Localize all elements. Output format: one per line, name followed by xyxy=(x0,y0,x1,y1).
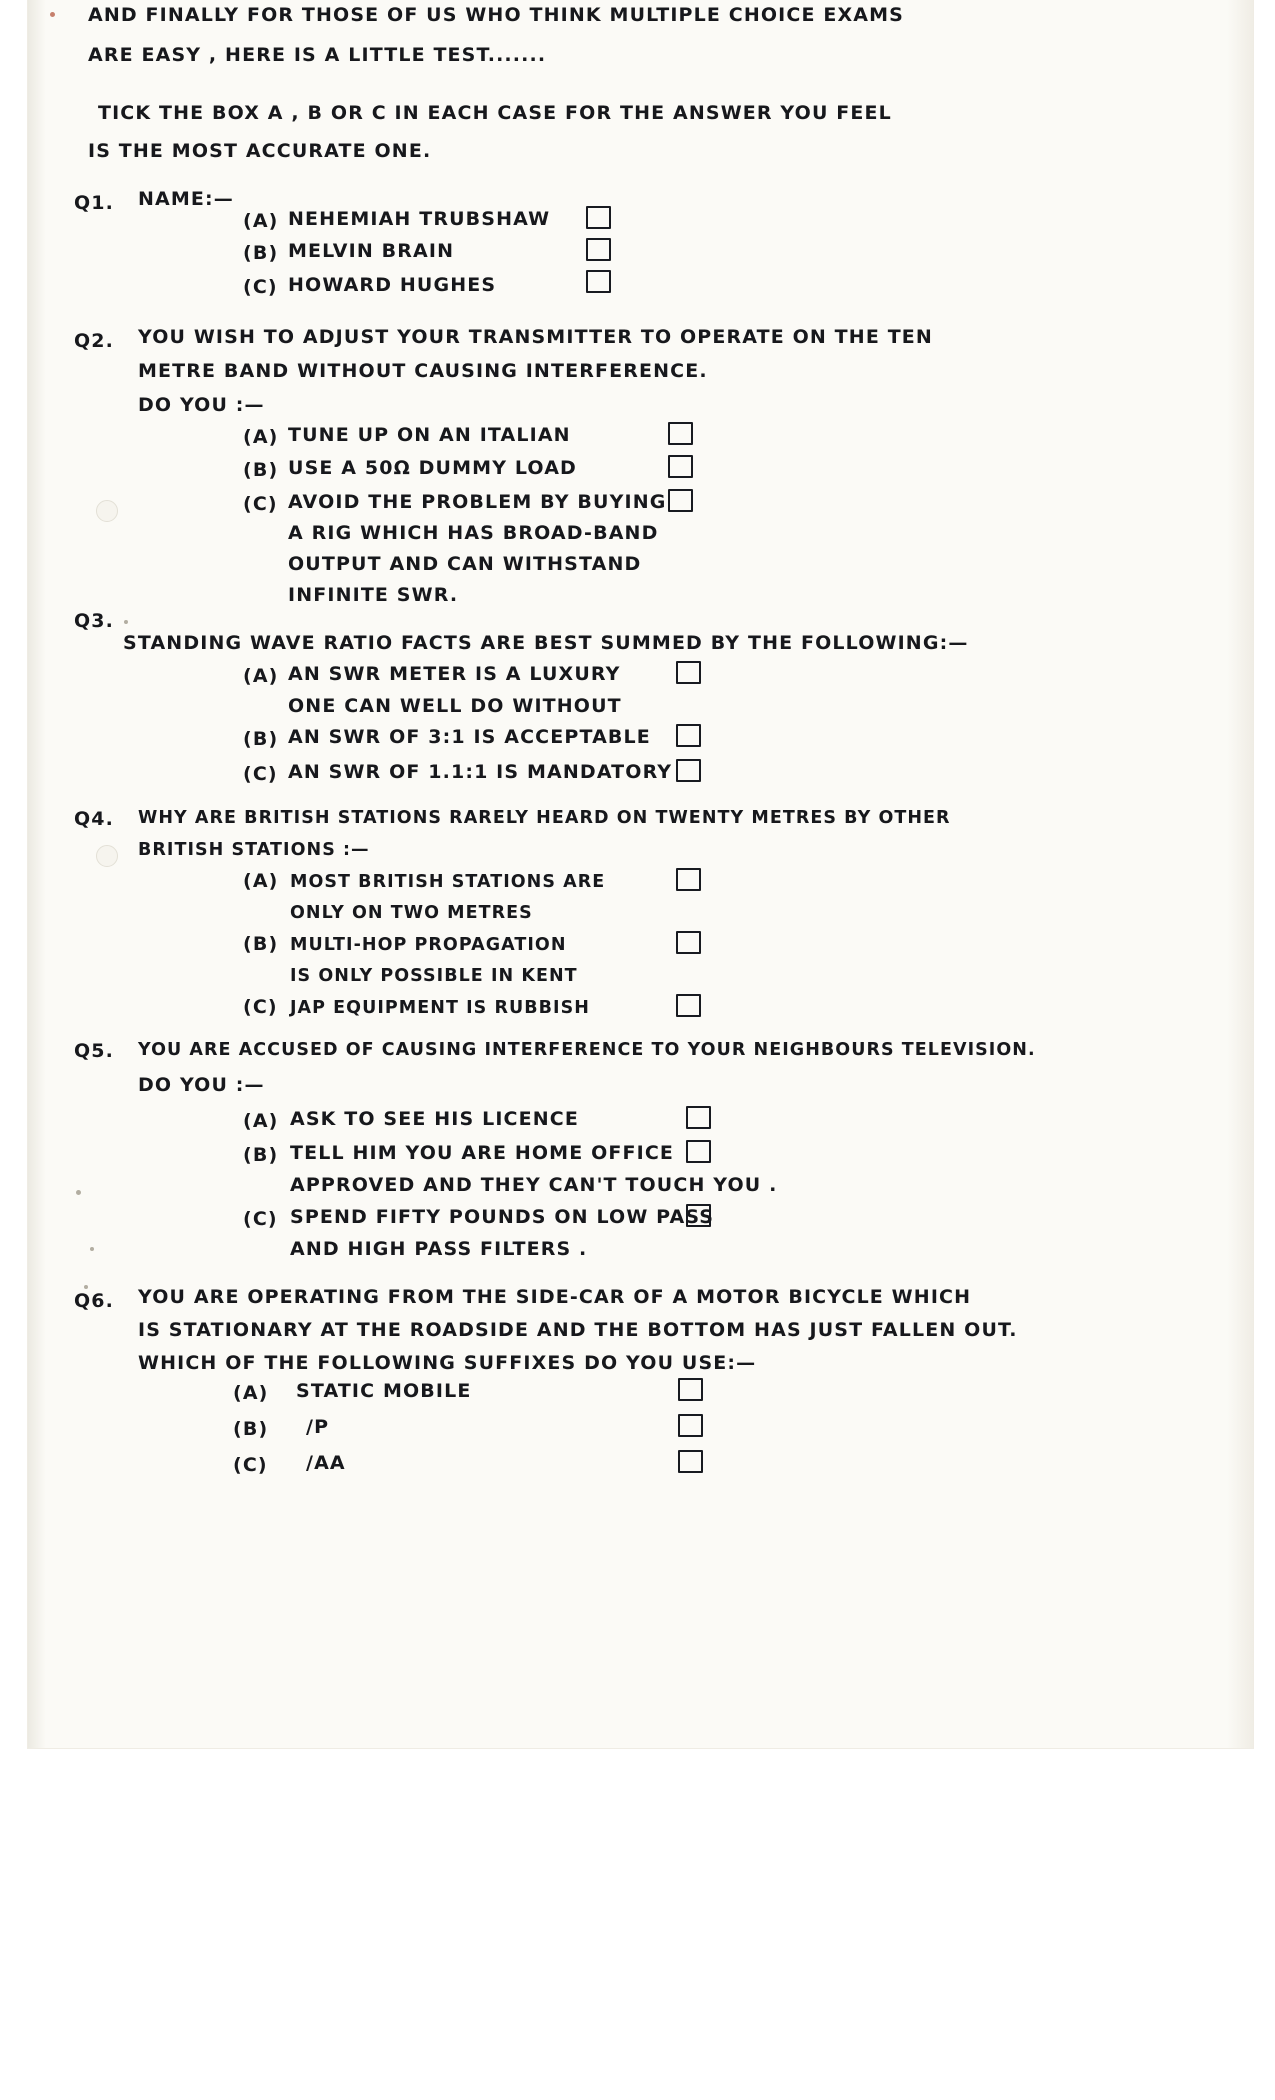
option-text: HOWARD HUGHES xyxy=(288,274,497,296)
option-checkbox[interactable] xyxy=(668,422,693,445)
option-checkbox[interactable] xyxy=(686,1204,711,1227)
option-letter: (A) xyxy=(243,665,279,687)
option-checkbox[interactable] xyxy=(676,931,701,954)
ink-speck xyxy=(90,1247,94,1251)
option-text: MOST BRITISH STATIONS ARE xyxy=(290,872,606,892)
option-letter: (B) xyxy=(243,933,279,955)
option-text: AN SWR OF 1.1:1 IS MANDATORY xyxy=(288,761,673,783)
question-stem: DO YOU :— xyxy=(138,1074,265,1096)
option-text: SPEND FIFTY POUNDS ON LOW PASS xyxy=(290,1206,715,1228)
option-text: ONE CAN WELL DO WITHOUT xyxy=(288,695,622,717)
option-checkbox[interactable] xyxy=(676,759,701,782)
question-number: Q4. xyxy=(74,808,115,830)
option-text: ASK TO SEE HIS LICENCE xyxy=(290,1108,579,1130)
question-stem: WHICH OF THE FOLLOWING SUFFIXES DO YOU USE:— xyxy=(138,1352,757,1374)
punch-hole xyxy=(96,845,118,867)
option-letter: (C) xyxy=(243,996,278,1018)
option-text: USE A 50Ω DUMMY LOAD xyxy=(288,457,577,479)
question-number: Q1. xyxy=(74,192,115,214)
option-letter: (B) xyxy=(243,459,279,481)
option-letter: (A) xyxy=(243,426,279,448)
option-checkbox[interactable] xyxy=(678,1450,703,1473)
option-text: IS ONLY POSSIBLE IN KENT xyxy=(290,966,578,986)
option-letter: (A) xyxy=(233,1382,269,1404)
option-text: MELVIN BRAIN xyxy=(288,240,455,262)
option-checkbox[interactable] xyxy=(668,489,693,512)
scanned-page xyxy=(28,0,1253,1748)
question-number: Q5. xyxy=(74,1040,115,1062)
option-checkbox[interactable] xyxy=(678,1378,703,1401)
option-letter: (A) xyxy=(243,870,279,892)
option-text: ONLY ON TWO METRES xyxy=(290,903,533,923)
question-stem: STANDING WAVE RATIO FACTS ARE BEST SUMMED BY THE FOLLOWING:— xyxy=(123,632,969,654)
option-checkbox[interactable] xyxy=(676,724,701,747)
option-letter: (A) xyxy=(243,1110,279,1132)
question-stem: WHY ARE BRITISH STATIONS RARELY HEARD ON TWENTY METRES BY OTHER xyxy=(138,808,951,828)
ink-speck xyxy=(84,1285,88,1289)
option-letter: (B) xyxy=(243,728,279,750)
option-letter: (B) xyxy=(243,242,279,264)
option-text: /AA xyxy=(306,1452,346,1474)
question-stem: BRITISH STATIONS :— xyxy=(138,840,370,860)
option-checkbox[interactable] xyxy=(586,238,611,261)
option-checkbox[interactable] xyxy=(686,1106,711,1129)
question-stem: YOU ARE ACCUSED OF CAUSING INTERFERENCE TO YOUR NEIGHBOURS TELEVISION. xyxy=(138,1040,1036,1060)
option-text: OUTPUT AND CAN WITHSTAND xyxy=(288,553,642,575)
intro-line: ARE EASY , HERE IS A LITTLE TEST....... xyxy=(88,44,547,66)
question-number: Q6. xyxy=(74,1290,115,1312)
option-text: AND HIGH PASS FILTERS . xyxy=(290,1238,588,1260)
intro-line: AND FINALLY FOR THOSE OF US WHO THINK MULTIPLE CHOICE EXAMS xyxy=(88,4,904,26)
question-stem: IS STATIONARY AT THE ROADSIDE AND THE BOTTOM HAS JUST FALLEN OUT. xyxy=(138,1319,1018,1341)
question-number: Q2. xyxy=(74,330,115,352)
option-checkbox[interactable] xyxy=(676,661,701,684)
ink-speck xyxy=(50,12,55,17)
option-letter: (C) xyxy=(243,276,278,298)
option-letter: (C) xyxy=(233,1454,268,1476)
ink-speck xyxy=(124,620,128,624)
option-checkbox[interactable] xyxy=(676,994,701,1017)
option-letter: (B) xyxy=(243,1144,279,1166)
option-text: MULTI-HOP PROPAGATION xyxy=(290,935,567,955)
option-checkbox[interactable] xyxy=(668,455,693,478)
option-letter: (B) xyxy=(233,1418,269,1440)
option-text: /P xyxy=(306,1416,330,1438)
option-checkbox[interactable] xyxy=(586,270,611,293)
question-stem: NAME:— xyxy=(138,188,234,210)
punch-hole xyxy=(96,500,118,522)
option-text: AN SWR OF 3:1 IS ACCEPTABLE xyxy=(288,726,651,748)
option-text: INFINITE SWR. xyxy=(288,584,459,606)
option-text: APPROVED AND THEY CAN'T TOUCH YOU . xyxy=(290,1174,778,1196)
question-stem: METRE BAND WITHOUT CAUSING INTERFERENCE. xyxy=(138,360,708,382)
ink-speck xyxy=(76,1190,81,1195)
option-checkbox[interactable] xyxy=(686,1140,711,1163)
question-stem: YOU ARE OPERATING FROM THE SIDE-CAR OF A MOTOR BICYCLE WHICH xyxy=(138,1286,972,1308)
option-checkbox[interactable] xyxy=(586,206,611,229)
question-number: Q3. xyxy=(74,610,115,632)
intro-line: TICK THE BOX A , B OR C IN EACH CASE FOR THE ANSWER YOU FEEL xyxy=(98,102,892,124)
option-text: NEHEMIAH TRUBSHAW xyxy=(288,208,551,230)
option-letter: (C) xyxy=(243,1208,278,1230)
question-stem: YOU WISH TO ADJUST YOUR TRANSMITTER TO OPERATE ON THE TEN xyxy=(138,326,933,348)
option-text: STATIC MOBILE xyxy=(296,1380,472,1402)
intro-line: IS THE MOST ACCURATE ONE. xyxy=(88,140,432,162)
option-checkbox[interactable] xyxy=(676,868,701,891)
option-text: A RIG WHICH HAS BROAD-BAND xyxy=(288,522,659,544)
option-text: TUNE UP ON AN ITALIAN xyxy=(288,424,571,446)
option-letter: (C) xyxy=(243,493,278,515)
option-text: AVOID THE PROBLEM BY BUYING xyxy=(288,491,667,513)
option-letter: (C) xyxy=(243,763,278,785)
question-stem: DO YOU :— xyxy=(138,394,265,416)
option-text: AN SWR METER IS A LUXURY xyxy=(288,663,621,685)
option-letter: (A) xyxy=(243,210,279,232)
option-text: TELL HIM YOU ARE HOME OFFICE xyxy=(290,1142,675,1164)
option-checkbox[interactable] xyxy=(678,1414,703,1437)
option-text: JAP EQUIPMENT IS RUBBISH xyxy=(290,998,590,1018)
